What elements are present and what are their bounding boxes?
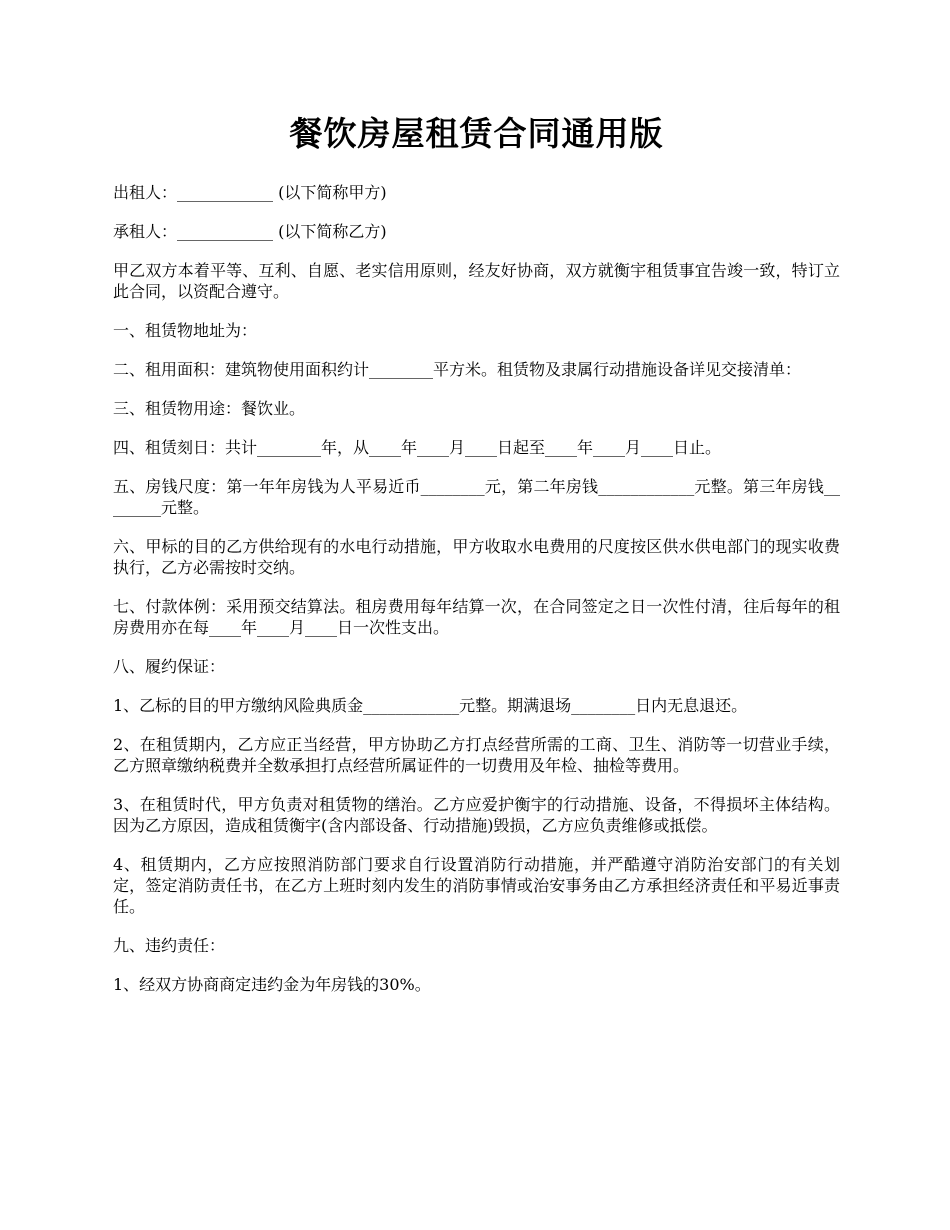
clause-3-purpose: 三、租赁物用途：餐饮业。 — [113, 399, 306, 418]
lessor-line: 出租人：____________ (以下简称甲方) — [113, 183, 387, 202]
clause-9-item-1: 1、经双方协商商定违约金为年房钱的30%。 — [113, 975, 431, 994]
clause-8-item-1: 1、乙标的目的甲方缴纳风险典质金____________元整。期满退场________日内无息退还。 — [113, 696, 748, 715]
lessee-line: 承租人：____________ (以下简称乙方) — [113, 222, 387, 241]
clause-8-item-2: 2、在租赁期内，乙方应正当经营，甲方协助乙方打点经营所需的工商、卫生、消防等一切营业手续，乙方照章缴纳税费并全数承担打点经营所属证件的一切费用及年检、抽检等费用。 — [113, 735, 840, 775]
clause-5-rent: 五、房钱尺度：第一年年房钱为人平易近币________元，第二年房钱____________元整。第三年房钱________元整。 — [113, 477, 840, 517]
clause-7-payment: 七、付款体例：采用预交结算法。租房费用每年结算一次，在合同签定之日一次性付清，往后每年的租房费用亦在每____年____月____日一次性支出。 — [113, 597, 840, 637]
clause-2-area: 二、租用面积：建筑物使用面积约计________平方米。租赁物及隶属行动措施设备详见交接清单： — [113, 360, 802, 379]
clause-9-heading: 九、违约责任： — [113, 936, 226, 955]
preamble-paragraph: 甲乙双方本着平等、互利、自愿、老实信用原则，经友好协商，双方就衡宇租赁事宜告竣一致，特订立此合同，以资配合遵守。 — [113, 261, 840, 301]
clause-4-term: 四、租赁刻日：共计________年，从____年____月____日起至____年____月____日止。 — [113, 438, 722, 457]
document-title: 餐饮房屋租赁合同通用版 — [289, 114, 664, 153]
clause-1-address: 一、租赁物地址为： — [113, 321, 258, 340]
clause-8-heading: 八、履约保证： — [113, 657, 226, 676]
clause-8-item-4: 4、租赁期内，乙方应按照消防部门要求自行设置消防行动措施，并严酷遵守消防治安部门的有关划定，签定消防责任书，在乙方上班时刻内发生的消防事情或治安事务由乙方承担经济责任和平易近事责任。 — [113, 855, 840, 916]
clause-8-item-3: 3、在租赁时代，甲方负责对租赁物的缮治。乙方应爱护衡宇的行动措施、设备，不得损坏主体结构。因为乙方原因，造成租赁衡宇(含内部设备、行动措施)毁损，乙方应负责维修或抵偿。 — [113, 795, 840, 835]
clause-6-utilities: 六、甲标的目的乙方供给现有的水电行动措施，甲方收取水电费用的尺度按区供水供电部门的现实收费执行，乙方必需按时交纳。 — [113, 537, 840, 577]
